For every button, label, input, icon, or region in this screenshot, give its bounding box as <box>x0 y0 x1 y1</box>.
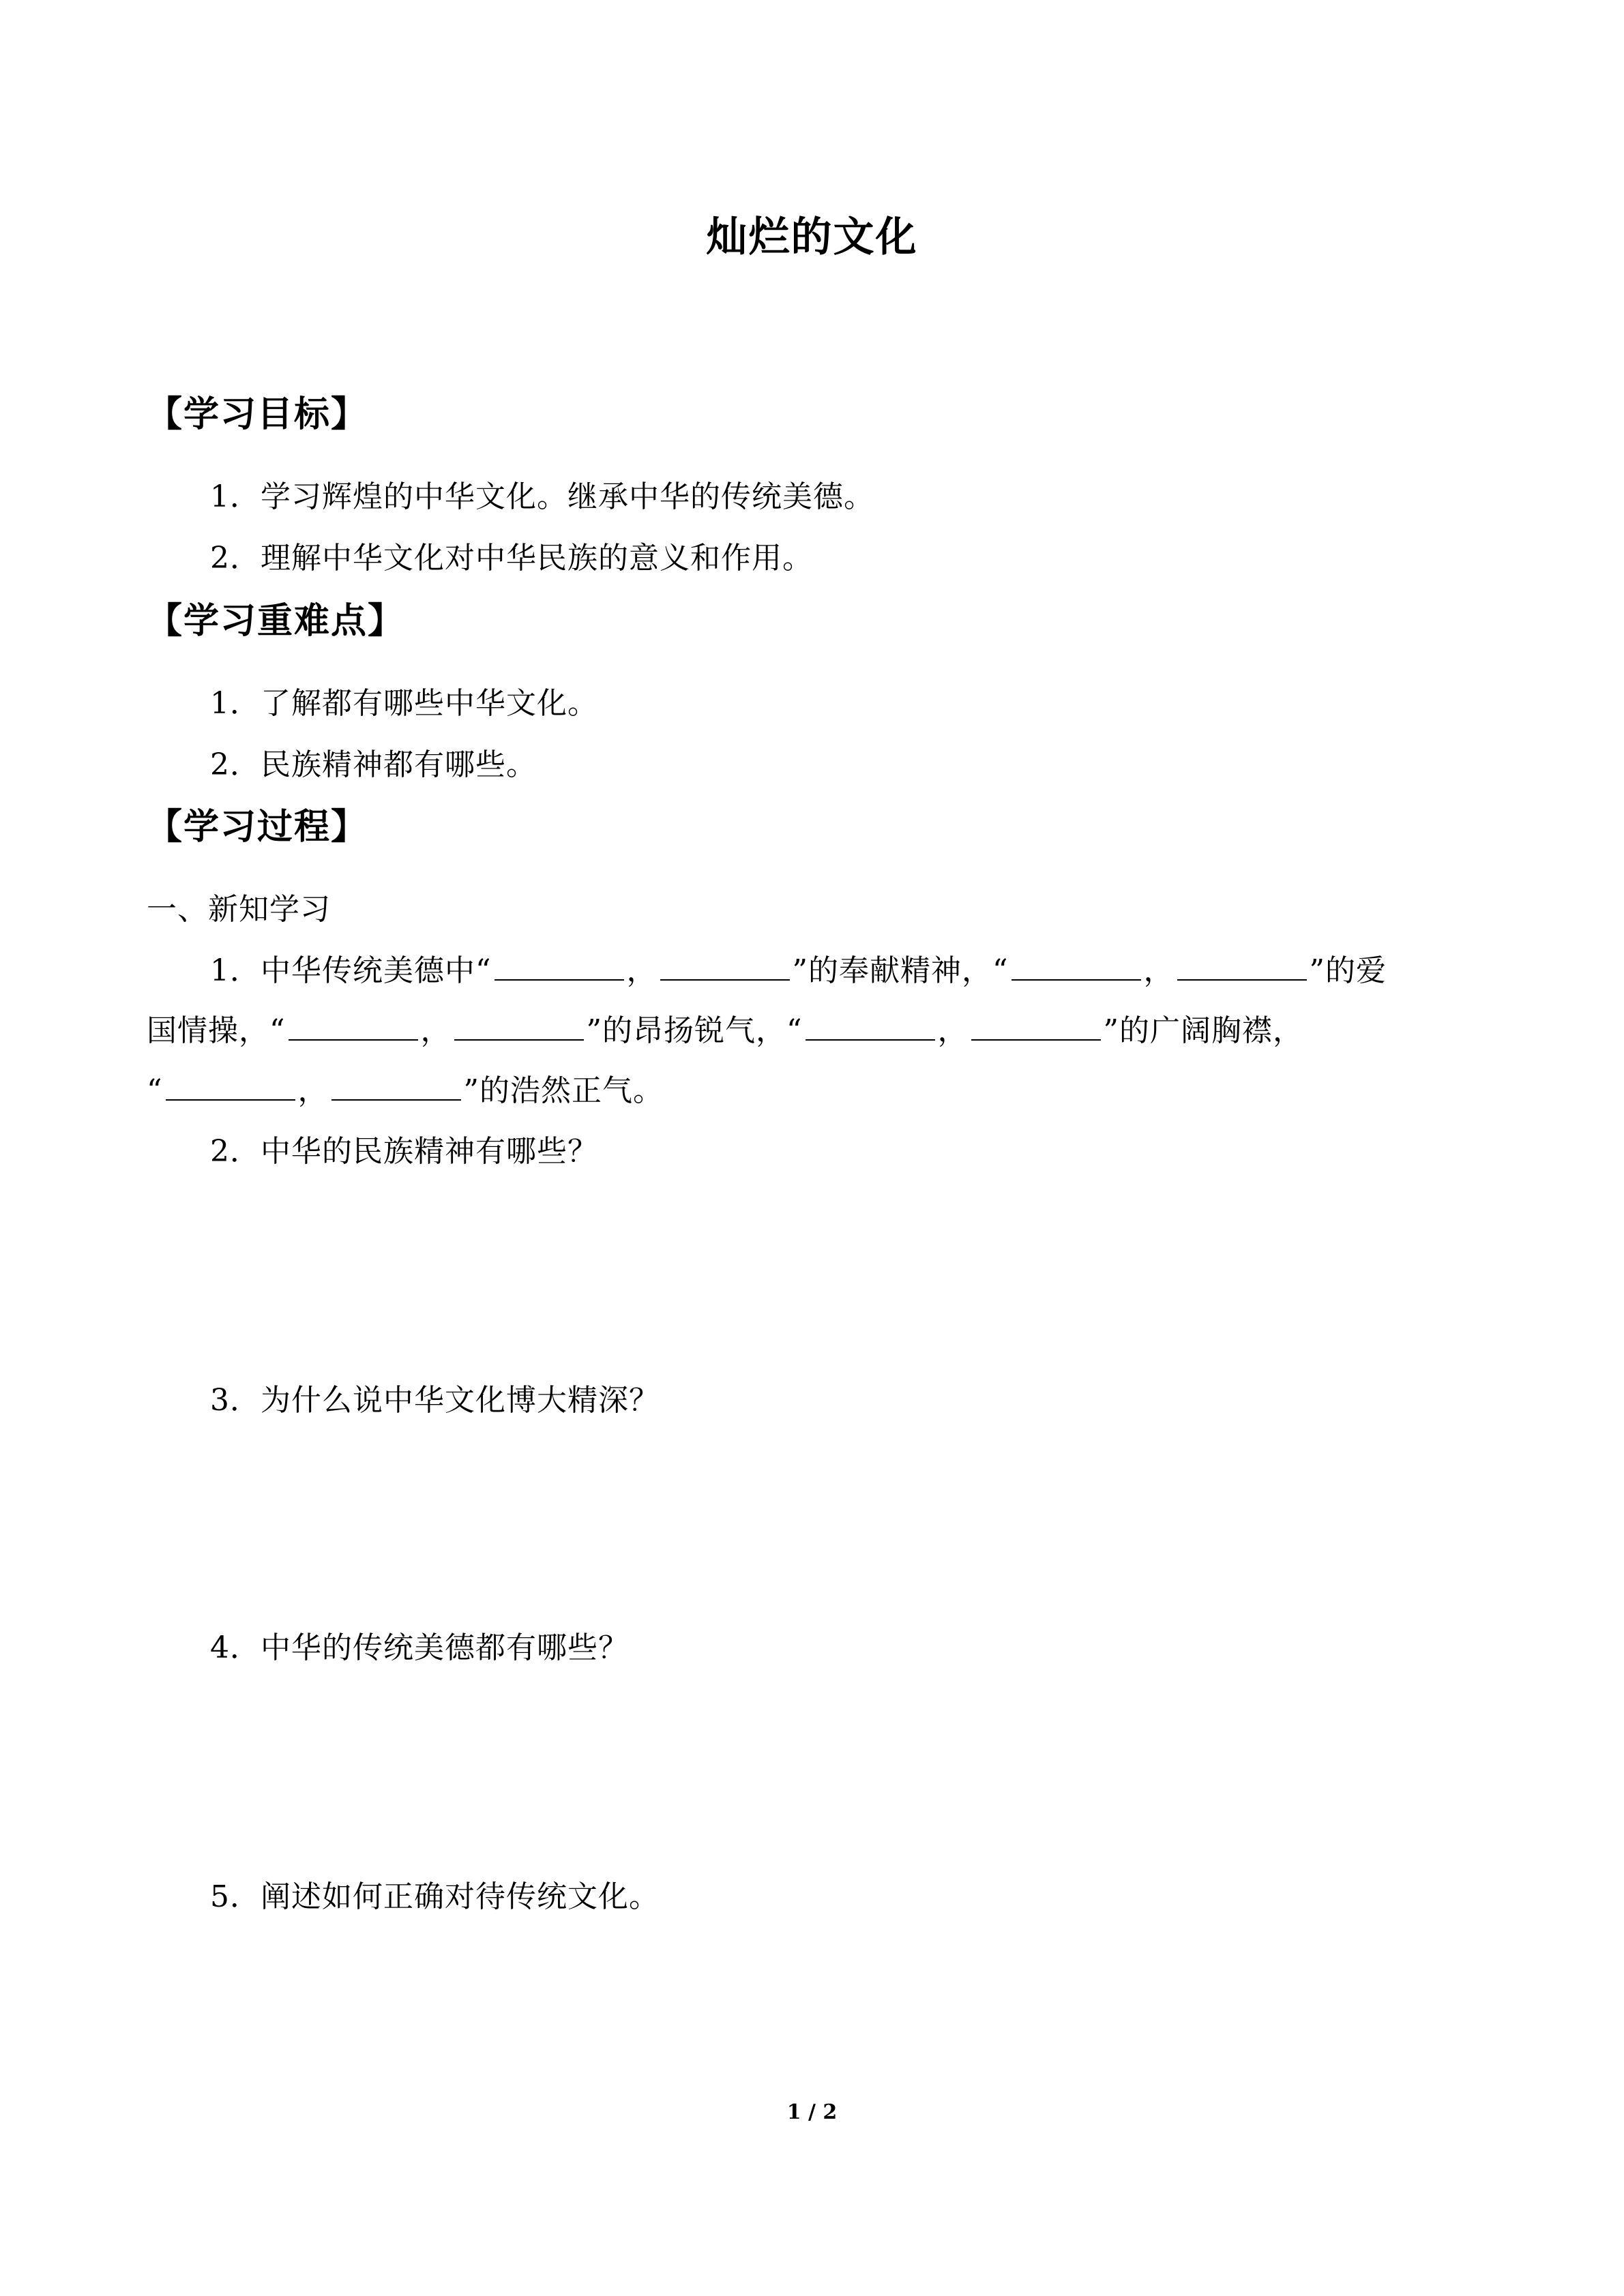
q1-text-end: ”的爱 <box>1309 953 1387 988</box>
goal-item-1: 1．学习辉煌的中华文化。继承中华的传统美德。 <box>210 479 874 514</box>
q1-comma: ， <box>297 1073 329 1108</box>
fill-blank[interactable] <box>166 1072 295 1101</box>
question-1-line-2 <box>147 1006 1303 1049</box>
page-title: 灿烂的文化 <box>706 213 918 261</box>
fill-blank[interactable] <box>971 1012 1101 1041</box>
question-1-line-3 <box>147 1066 664 1109</box>
keypoint-item-2: 2．民族精神都有哪些。 <box>210 747 537 782</box>
question-2: 2．中华的民族精神有哪些？ <box>210 1134 598 1169</box>
goal-item-2: 2．理解中华文化对中华民族的意义和作用。 <box>210 541 813 576</box>
q1-comma: ， <box>420 1013 452 1048</box>
q1-line3-start: “ <box>147 1073 163 1108</box>
fill-blank[interactable] <box>331 1072 461 1101</box>
fill-blank[interactable] <box>660 952 790 981</box>
heading-key-points: 【学习重难点】 <box>147 601 405 642</box>
q1-line3-end: ”的浩然正气。 <box>463 1073 664 1108</box>
question-5: 5．阐述如何正确对待传统文化。 <box>210 1879 660 1914</box>
fill-blank[interactable] <box>806 1012 935 1041</box>
q1-text-start: 1．中华传统美德中“ <box>210 953 492 988</box>
fill-blank[interactable] <box>1177 952 1307 981</box>
fill-blank[interactable] <box>289 1012 418 1041</box>
keypoint-item-1: 1．了解都有哪些中华文化。 <box>210 686 598 721</box>
question-1-line-1 <box>210 946 1387 989</box>
question-4: 4．中华的传统美德都有哪些？ <box>210 1630 629 1665</box>
q1-line2-end: ”的广阔胸襟， <box>1103 1013 1303 1048</box>
fill-blank[interactable] <box>494 952 624 981</box>
q1-text-mid: ”的奉献精神，“ <box>792 953 1009 988</box>
page-number: 1 / 2 <box>786 2100 838 2124</box>
q1-comma: ， <box>626 953 658 988</box>
fill-blank[interactable] <box>1012 952 1141 981</box>
q1-line2-mid: ”的昂扬锐气，“ <box>586 1013 803 1048</box>
subsection-new-knowledge: 一、新知学习 <box>147 892 331 927</box>
question-3: 3．为什么说中华文化博大精深？ <box>210 1383 660 1418</box>
heading-learning-goals: 【学习目标】 <box>147 394 368 435</box>
fill-blank[interactable] <box>454 1012 584 1041</box>
q1-comma: ， <box>937 1013 969 1048</box>
q1-line2-start: 国情操，“ <box>147 1013 286 1048</box>
heading-learning-process: 【学习过程】 <box>147 807 368 848</box>
q1-comma: ， <box>1143 953 1175 988</box>
